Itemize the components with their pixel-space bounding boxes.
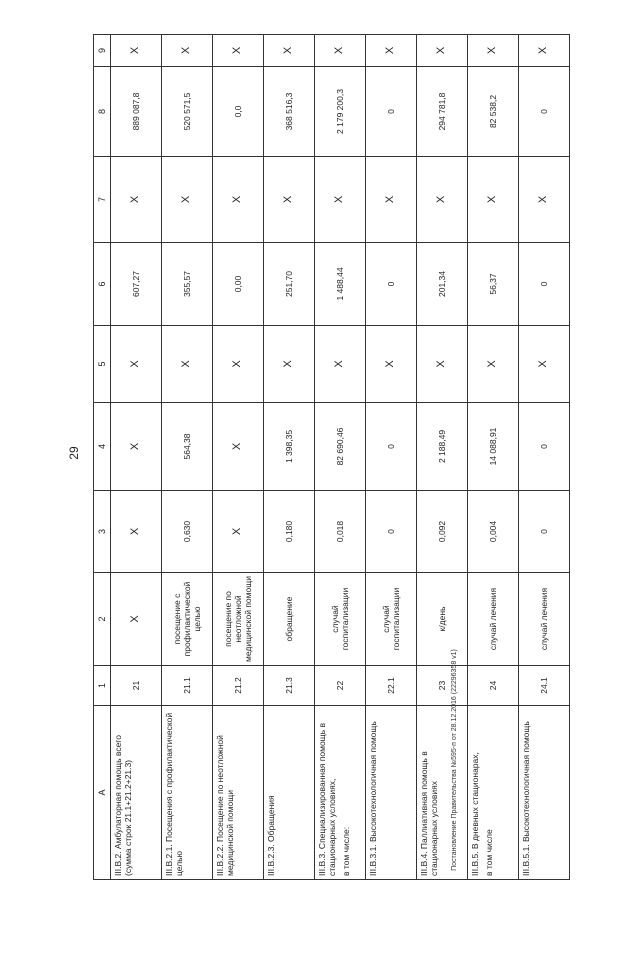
row-label-line: III.В.4. Паллиативная помощь в стационарных условиях [419, 751, 440, 876]
column-header: 3 [94, 491, 111, 573]
cell-c8: 0 [519, 67, 570, 157]
table-row [213, 35, 264, 880]
cell-c6: 201,34 [417, 243, 468, 326]
cell-c1: 23 [417, 666, 468, 706]
cell-c4: Х [111, 403, 162, 491]
column-header: 2 [94, 573, 111, 666]
cell-c4: 0 [366, 403, 417, 491]
row-label-line: III.В.5.1. Высокотехнологичная помощь [521, 721, 531, 876]
cell-c1: 24 [468, 666, 519, 706]
cell-c7: Х [315, 157, 366, 243]
cell-c5: Х [468, 326, 519, 403]
cell-c4: 1 398,35 [264, 403, 315, 491]
cell-c2: случай лечения [519, 573, 570, 666]
cell-c6: 251,70 [264, 243, 315, 326]
row-label-cell [468, 706, 519, 880]
row-label-cell [162, 706, 213, 880]
cell-c3: 0,018 [315, 491, 366, 573]
header-row [94, 35, 111, 880]
column-header: 7 [94, 157, 111, 243]
cell-c8: 0 [366, 67, 417, 157]
cell-c7: Х [519, 157, 570, 243]
row-label-cell [213, 706, 264, 880]
cell-c6: 56,37 [468, 243, 519, 326]
cell-c3: 0,004 [468, 491, 519, 573]
row-label-line: III.В.5. В дневных стационарах, [470, 752, 480, 876]
data-table-rotated [93, 35, 567, 880]
footer-text: Постановление Правительства №595-п от 28.12.2016 (22296358 v1) [451, 649, 458, 871]
table-row [468, 35, 519, 880]
table-row [264, 35, 315, 880]
cell-c5: Х [519, 326, 570, 403]
cell-c5: Х [162, 326, 213, 403]
cell-c2: случай госпитализации [315, 573, 366, 666]
cell-c6: 0 [366, 243, 417, 326]
row-label-line: III.В.3. Специализированная помощь в стационарных условиях, [317, 723, 338, 876]
table-container [93, 35, 567, 880]
column-header: А [94, 706, 111, 880]
cell-c3: Х [213, 491, 264, 573]
cell-c6: 1 488,44 [315, 243, 366, 326]
table-row [111, 35, 162, 880]
table-row [366, 35, 417, 880]
cell-c8: 889 087,8 [111, 67, 162, 157]
row-label-line: III.В.2.2. Посещение по неотложной медицинской помощи [215, 735, 236, 876]
table-row [162, 35, 213, 880]
column-header: 4 [94, 403, 111, 491]
cell-c1: 22.1 [366, 666, 417, 706]
cell-c9: Х [111, 35, 162, 67]
cell-c9: Х [519, 35, 570, 67]
cell-c6: 607,27 [111, 243, 162, 326]
cell-c8: 520 571,5 [162, 67, 213, 157]
cell-c1: 22 [315, 666, 366, 706]
cell-c7: Х [162, 157, 213, 243]
cell-c9: Х [468, 35, 519, 67]
cell-c2: случай лечения [468, 573, 519, 666]
cell-c3: 0 [519, 491, 570, 573]
row-label-cell [366, 706, 417, 880]
cell-c3: 0,180 [264, 491, 315, 573]
cell-c2: посещение с профилактической целью [162, 573, 213, 666]
cell-c7: Х [468, 157, 519, 243]
cell-c4: 2 188,49 [417, 403, 468, 491]
cell-c6: 0 [519, 243, 570, 326]
cell-c9: Х [417, 35, 468, 67]
page-number: 29 [67, 446, 81, 460]
cell-c4: 82 690,46 [315, 403, 366, 491]
cell-c8: 294 781,8 [417, 67, 468, 157]
cell-c5: Х [111, 326, 162, 403]
cell-c8: 368 516,3 [264, 67, 315, 157]
data-table [93, 34, 570, 880]
cell-c7: Х [111, 157, 162, 243]
cell-c1: 21.1 [162, 666, 213, 706]
cell-c5: Х [264, 326, 315, 403]
cell-c8: 2 179 200,3 [315, 67, 366, 157]
cell-c9: Х [366, 35, 417, 67]
row-label-line: в том числе: [341, 826, 352, 876]
cell-c9: Х [162, 35, 213, 67]
table-row [315, 35, 366, 880]
cell-c3: 0,092 [417, 491, 468, 573]
cell-c7: Х [264, 157, 315, 243]
cell-c2: Х [111, 573, 162, 666]
cell-c5: Х [366, 326, 417, 403]
cell-c6: 355,57 [162, 243, 213, 326]
cell-c3: Х [111, 491, 162, 573]
cell-c8: 0,0 [213, 67, 264, 157]
row-label-line: III.В.2.3. Обращения [266, 795, 276, 876]
cell-c4: Х [213, 403, 264, 491]
cell-c1: 21.2 [213, 666, 264, 706]
row-label-cell [111, 706, 162, 880]
cell-c4: 14 088,91 [468, 403, 519, 491]
column-header: 8 [94, 67, 111, 157]
row-label-cell [315, 706, 366, 880]
column-header: 9 [94, 35, 111, 67]
cell-c5: Х [213, 326, 264, 403]
cell-c2: обращение [264, 573, 315, 666]
cell-c5: Х [417, 326, 468, 403]
cell-c2: к/день [417, 573, 468, 666]
column-header: 5 [94, 326, 111, 403]
row-label-line: III.В.3.1. Высокотехнологичная помощь [368, 721, 378, 876]
cell-c6: 0,00 [213, 243, 264, 326]
cell-c7: Х [213, 157, 264, 243]
cell-c5: Х [315, 326, 366, 403]
cell-c1: 21 [111, 666, 162, 706]
cell-c2: посещение по неотложной медицинской помощи [213, 573, 264, 666]
row-label-line: III.В.2.1. Посещения с профилактической целью [164, 712, 185, 876]
table-row [519, 35, 570, 880]
row-label-cell [264, 706, 315, 880]
cell-c8: 82 538,2 [468, 67, 519, 157]
cell-c7: Х [366, 157, 417, 243]
column-header: 1 [94, 666, 111, 706]
cell-c4: 0 [519, 403, 570, 491]
cell-c2: случай госпитализации [366, 573, 417, 666]
cell-c3: 0 [366, 491, 417, 573]
cell-c9: Х [264, 35, 315, 67]
cell-c4: 564,38 [162, 403, 213, 491]
row-label-line: III.В.2. Амбулаторная помощь всего (сумма строк 21.1+21.2+21.3) [113, 735, 134, 876]
row-label-cell [519, 706, 570, 880]
row-label-line: в том числе [484, 829, 495, 876]
cell-c9: Х [315, 35, 366, 67]
cell-c3: 0,630 [162, 491, 213, 573]
cell-c1: 24.1 [519, 666, 570, 706]
cell-c9: Х [213, 35, 264, 67]
cell-c7: Х [417, 157, 468, 243]
column-header: 6 [94, 243, 111, 326]
cell-c1: 21.3 [264, 666, 315, 706]
